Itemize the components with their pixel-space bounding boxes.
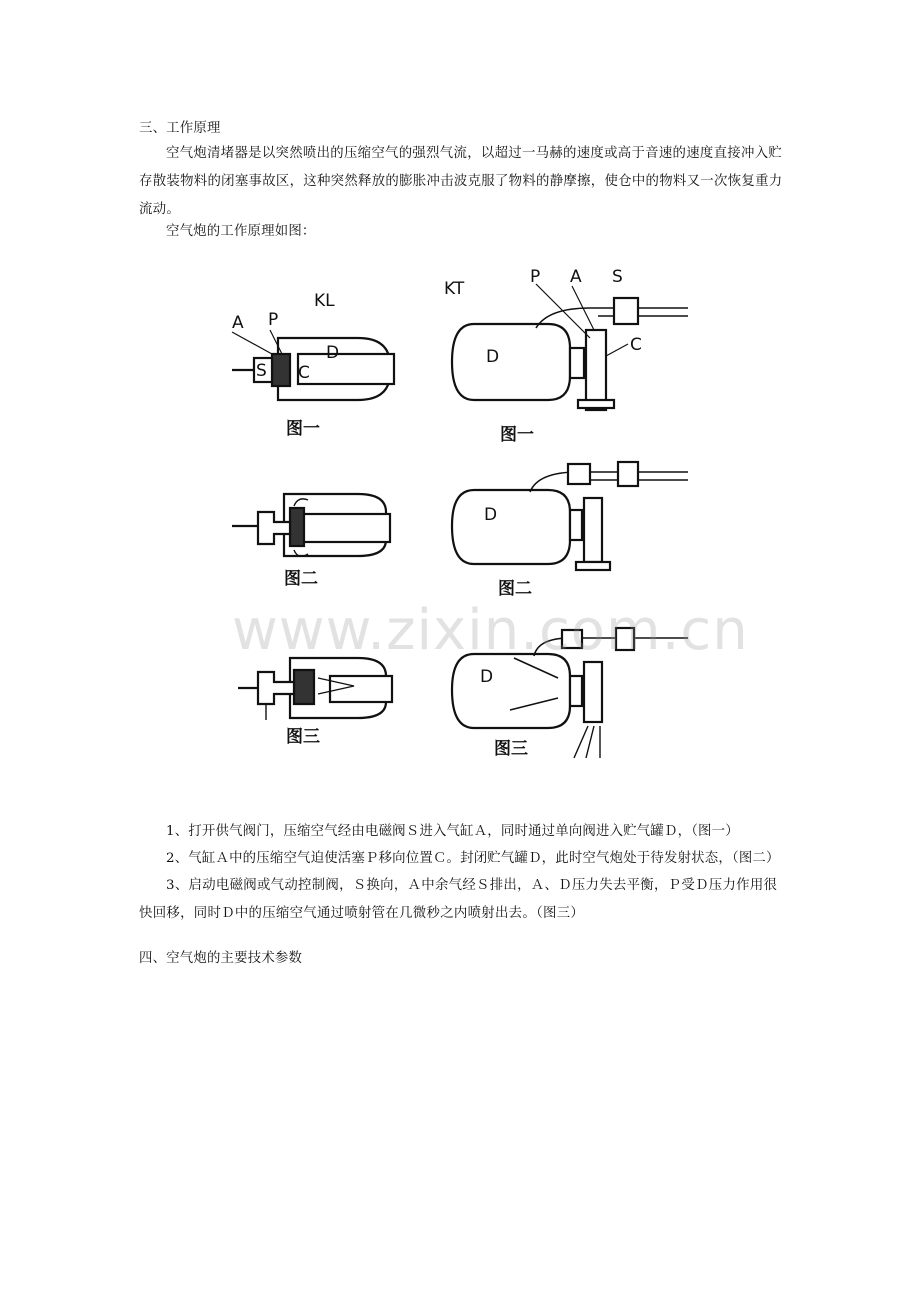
kt-diagram-2 bbox=[452, 462, 688, 599]
svg-text:C: C bbox=[298, 363, 310, 383]
svg-text:D: D bbox=[486, 347, 500, 367]
kt-caption-1: 图一 bbox=[500, 425, 534, 445]
kt-title: KT bbox=[444, 279, 465, 299]
svg-text:C: C bbox=[630, 335, 642, 355]
kl-diagram-1 bbox=[232, 310, 394, 439]
step-1: 1、打开供气阀门，压缩空气经由电磁阀Ｓ进入气缸Ａ，同时通过单向阀进入贮气罐Ｄ，（图一） bbox=[166, 824, 739, 839]
kl-caption-2: 图二 bbox=[284, 569, 318, 589]
svg-text:P: P bbox=[268, 310, 279, 330]
figure-intro: 空气炮的工作原理如图： bbox=[166, 224, 316, 239]
svg-text:P: P bbox=[530, 267, 541, 287]
section3-heading: 三、工作原理 bbox=[139, 121, 221, 136]
kt-caption-2: 图二 bbox=[498, 579, 532, 599]
step-2: 2、气缸Ａ中的压缩空气迫使活塞Ｐ移向位置Ｃ。封闭贮气罐Ｄ，此时空气炮处于待发射状态，（图二） bbox=[166, 851, 780, 866]
kl-title: KL bbox=[314, 291, 335, 311]
air-cannon-diagram bbox=[218, 258, 698, 778]
kl-diagram-2 bbox=[232, 494, 390, 589]
step-3: 3、启动电磁阀或气动控制阀，Ｓ换向，Ａ中余气经Ｓ排出，Ａ、Ｄ压力失去平衡，Ｐ受Ｄ压力作用很快回移，同时Ｄ中的压缩空气通过喷射管在几微秒之内喷射出去。（图三） bbox=[139, 878, 778, 921]
svg-text:D: D bbox=[480, 667, 494, 687]
kl-caption-1: 图一 bbox=[286, 419, 320, 439]
watermark: www.zixin.com.cn bbox=[232, 598, 749, 663]
svg-text:A: A bbox=[232, 313, 244, 333]
svg-text:S: S bbox=[612, 267, 623, 287]
kt-caption-3: 图三 bbox=[494, 739, 528, 759]
kl-caption-3: 图三 bbox=[286, 727, 320, 747]
svg-text:A: A bbox=[570, 267, 582, 287]
section4-heading: 四、空气炮的主要技术参数 bbox=[139, 951, 303, 966]
intro-paragraph: 空气炮清堵器是以突然喷出的压缩空气的强烈气流，以超过一马赫的速度或高于音速的速度直接冲入贮存散装物料的闭塞事故区，这种突然释放的膨胀冲击波克服了物料的静摩擦，使仓中的物料又一次恢复重力流动。 bbox=[139, 146, 783, 217]
svg-text:S: S bbox=[256, 361, 267, 381]
svg-text:D: D bbox=[326, 343, 340, 363]
svg-text:D: D bbox=[484, 505, 498, 525]
kt-diagram-1 bbox=[452, 267, 688, 445]
kl-diagram-3 bbox=[238, 658, 392, 747]
